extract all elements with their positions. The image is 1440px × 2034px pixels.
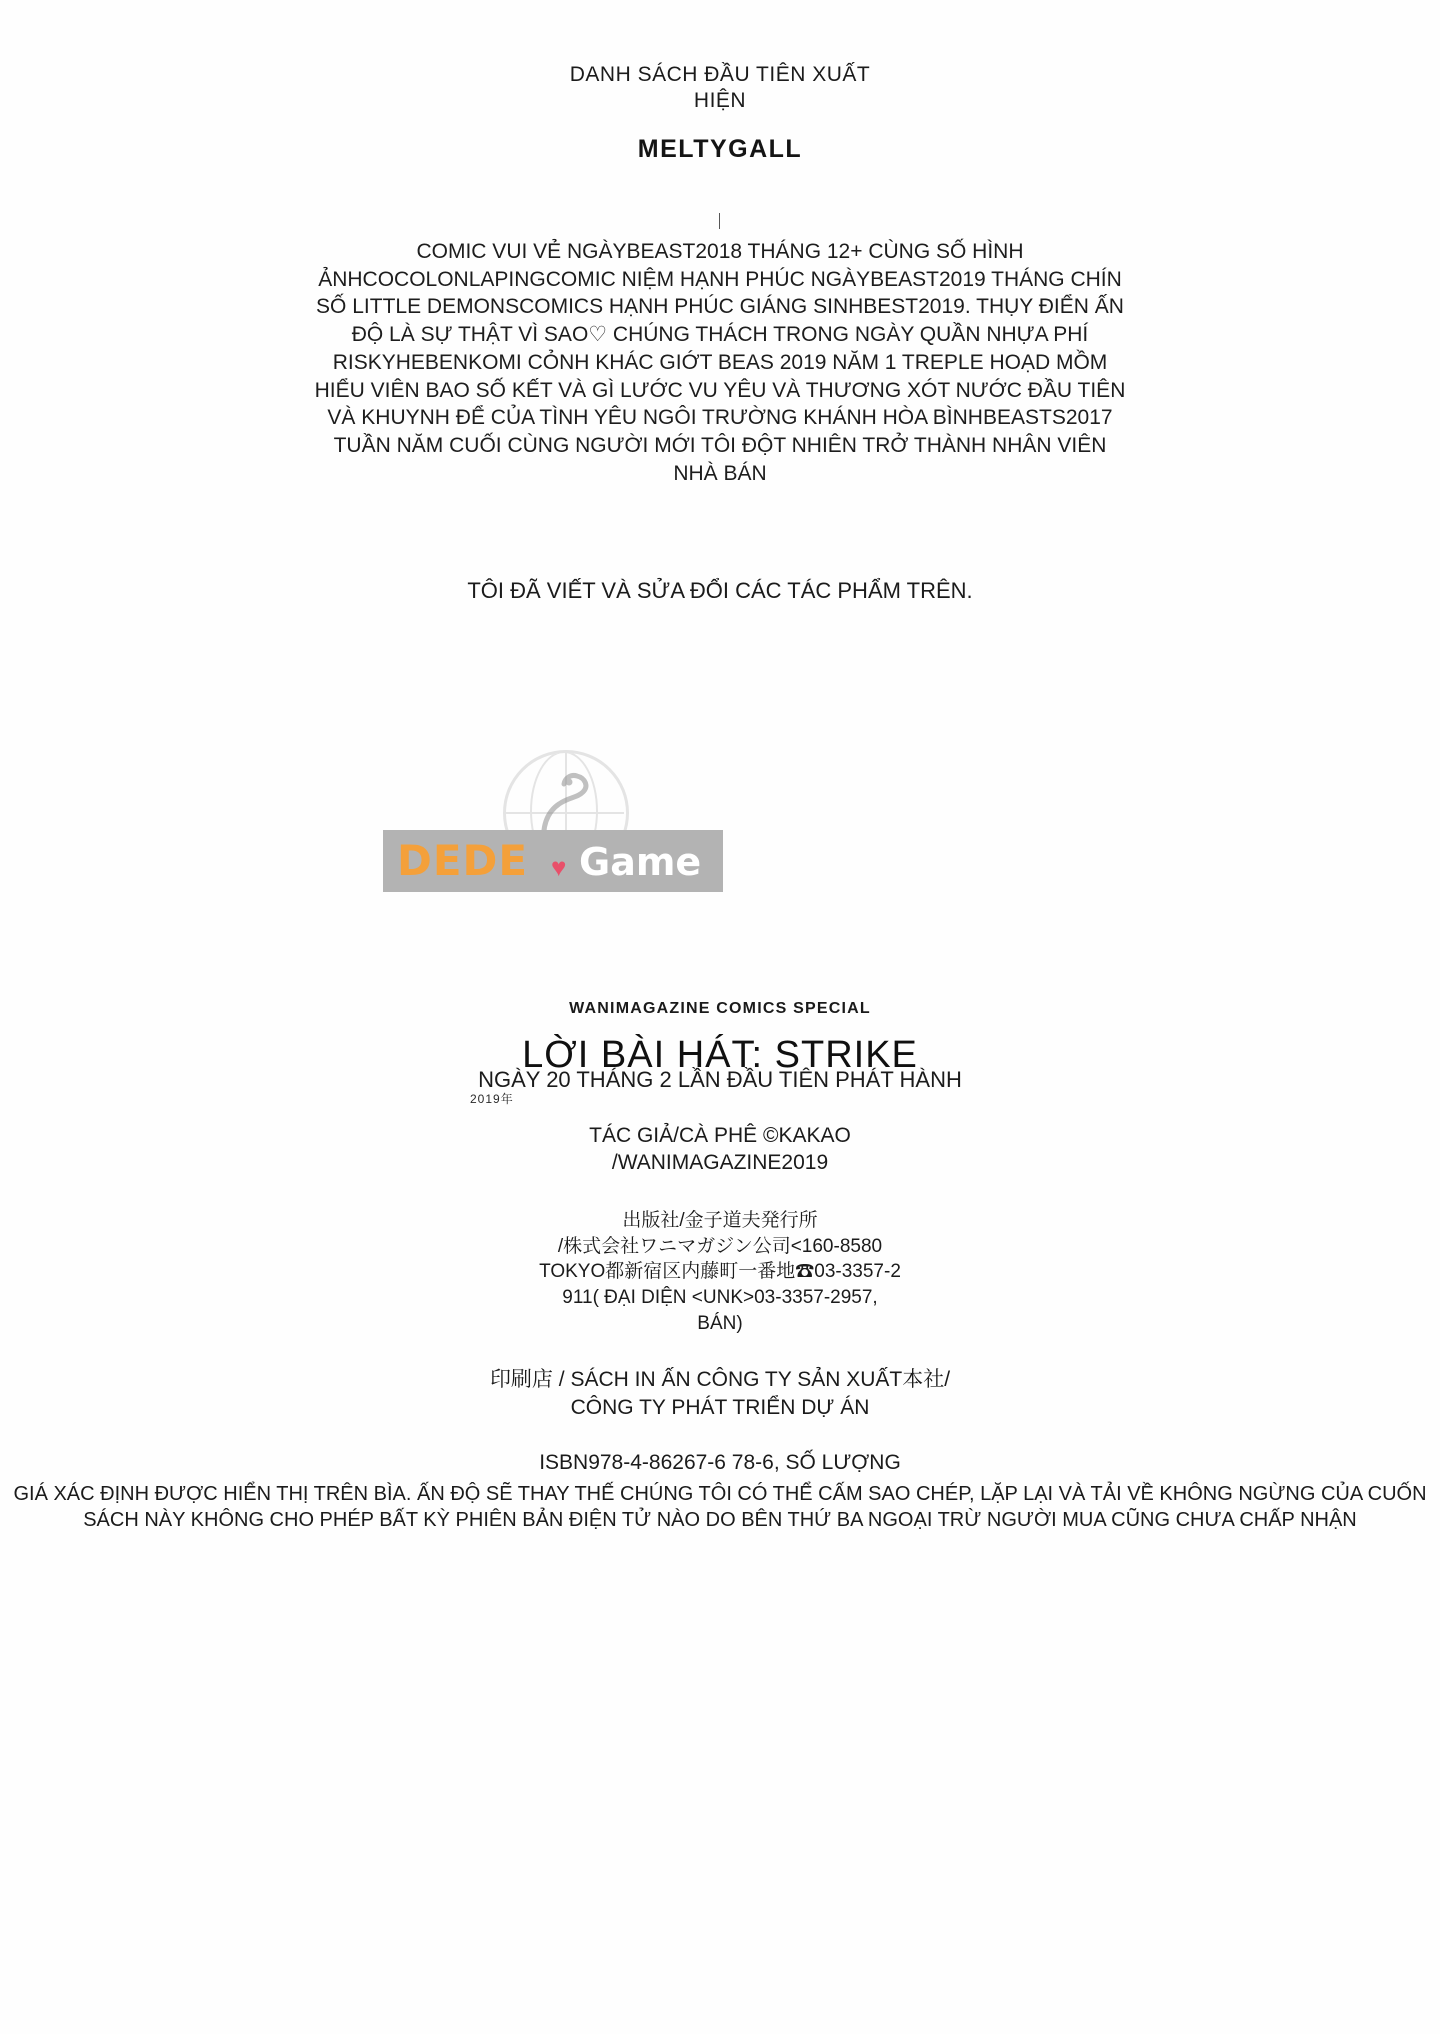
- publisher-line2: /株式会社ワニマガジン公司<160-8580: [557, 1235, 883, 1257]
- isbn-line: ISBN978-4-86267-6 78-6, SỐ LƯỢNG: [539, 1450, 901, 1474]
- credits-heading: [0, 62, 1440, 115]
- printer-line1: 印刷店 / SÁCH IN ẤN CÔNG TY SẢN XUẤT本社/: [489, 1368, 951, 1392]
- release-year: 2019年: [470, 1092, 514, 1106]
- author-credit: [0, 1122, 1440, 1177]
- credits-heading-line1: DANH SÁCH ĐẦU TIÊN XUẤT: [569, 63, 871, 86]
- brand-name: MELTYGALL: [637, 134, 803, 163]
- front-credits-block: [0, 62, 1440, 164]
- watermark-right-text: Game: [579, 840, 702, 884]
- release-date: NGÀY 20 THÁNG 2 LẦN ĐẦU TIÊN PHÁT HÀNH: [478, 1067, 962, 1092]
- book-title: LỜI BÀI HÁT: STRIKE: [522, 1034, 918, 1076]
- publisher-line1: 出版社/金子道夫発行所: [622, 1210, 818, 1232]
- heart-icon: ♥: [551, 852, 567, 882]
- credits-heading-line2: HIỆN: [693, 89, 747, 113]
- credits-body-text: COMIC VUI VẺ NGÀYBEAST2018 THÁNG 12+ CÙNG SỐ HÌNH ẢNHCOCOLONLAPINGCOMIC NIỆM HẠNH PHÚC NGÀYBEAST2019 THÁNG CHÍN SỐ LITTLE DEMONSCOMICS HẠNH PHÚC GIÁNG SINHBEST2019. THỤY ĐIỂN ẤN ĐỘ LÀ SỰ THẬT VÌ SAO♡ CHÚNG THÁCH TRONG NGÀY QUẦN NHỰA PHÍ RISKYHEBENKOMI CỎNH KHÁC GIỚT BEAS 2019 NĂM 1 TREPLE HOẠD MỒM HIỂU VIÊN BAO SỐ KẾT VÀ GÌ LƯỚC VU YÊU VÀ THƯƠNG XÓT NƯỚC ĐẦU TIÊN VÀ KHUYNH ĐỂ CỦA TÌNH YÊU NGÔI TRƯỜNG KHÁNH HÒA BÌNHBEASTS2017 TUẦN NĂM CUỐI CÙNG NGƯỜI MỚI TÔI ĐỘT NHIÊN TRỞ THÀNH NHÂN VIÊN NHÀ BÁN: [314, 240, 1126, 485]
- printer-line2: CÔNG TY PHÁT TRIỂN DỰ ÁN: [570, 1395, 870, 1419]
- publisher-line5: BÁN): [697, 1312, 743, 1334]
- publisher-line4: 911( ĐẠI DIỆN <UNK>03-3357-2957,: [562, 1287, 878, 1309]
- publisher-info: [0, 1208, 1440, 1336]
- author-credit-line1: TÁC GIẢ/CÀ PHÊ ©KAKAO: [589, 1123, 851, 1147]
- author-statement: TÔI ĐÃ VIẾT VÀ SỬA ĐỔI CÁC TÁC PHẨM TRÊN.: [467, 578, 973, 603]
- colophon-block: [0, 1000, 1440, 1533]
- watermark: [383, 750, 723, 925]
- publisher-line3: TOKYO都新宿区内藤町一番地☎03-3357-2: [539, 1261, 901, 1283]
- decorative-tick: [719, 213, 720, 229]
- author-credit-line2: /WANIMAGAZINE2019: [611, 1150, 829, 1174]
- watermark-left-text: DEDE: [397, 836, 529, 885]
- printer-info: [0, 1366, 1440, 1421]
- imprint-label: WANIMAGAZINE COMICS SPECIAL: [569, 1000, 871, 1017]
- legal-notice: GIÁ XÁC ĐỊNH ĐƯỢC HIỂN THỊ TRÊN BÌA. ẤN ĐỘ SẼ THAY THẾ CHÚNG TÔI CÓ THỂ CẤM SAO CHÉP, LẶP LẠI VÀ TẢI VỀ KHÔNG NGỪNG CỦA CUỐN SÁCH NÀY KHÔNG CHO PHÉP BẤT KỲ PHIÊN BẢN ĐIỆN TỬ NÀO DO BÊN THỨ BA NGOẠI TRỪ NGƯỜI MUA CŨNG CHƯA CHẤP NHẬN: [13, 1482, 1427, 1531]
